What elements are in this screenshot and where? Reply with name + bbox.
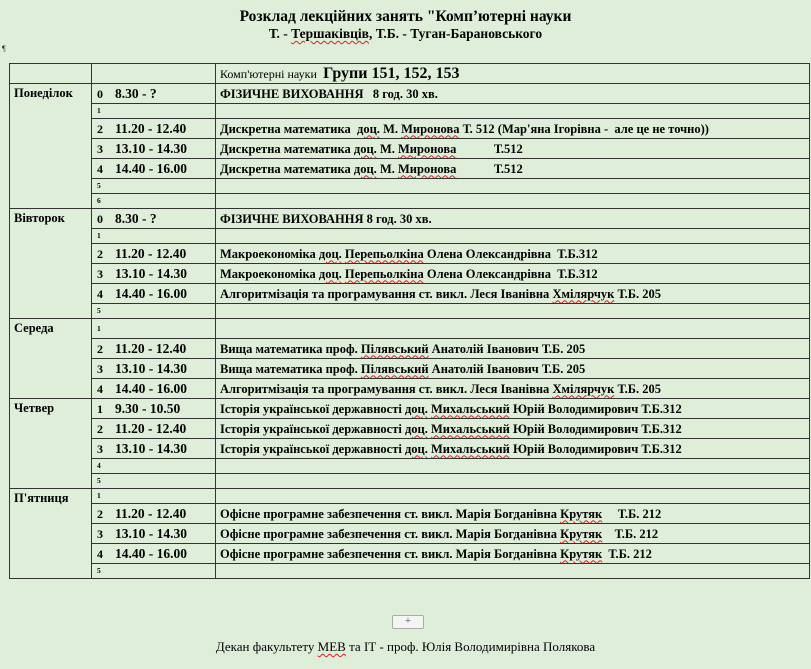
schedule-row bbox=[10, 459, 810, 474]
slot-number: 1 bbox=[97, 231, 101, 240]
day-name: Четвер bbox=[10, 399, 92, 489]
subject-cell[interactable] bbox=[216, 419, 810, 439]
slot-cell bbox=[92, 379, 216, 399]
schedule-row bbox=[10, 244, 810, 264]
schedule-row bbox=[10, 159, 810, 179]
subject-cell[interactable] bbox=[216, 564, 810, 579]
slot-cell bbox=[92, 564, 216, 579]
slot-time: 13.10 - 14.30 bbox=[115, 265, 187, 281]
slot-number: 4 bbox=[97, 546, 103, 561]
subject-cell[interactable] bbox=[216, 104, 810, 119]
slot-cell bbox=[92, 319, 216, 339]
subject-cell[interactable] bbox=[216, 319, 810, 339]
slot-time: 14.40 - 16.00 bbox=[115, 285, 187, 301]
slot-number: 0 bbox=[97, 211, 103, 226]
subject-cell[interactable] bbox=[216, 489, 810, 504]
subject-cell[interactable] bbox=[216, 504, 810, 524]
slot-time: 14.40 - 16.00 bbox=[115, 545, 187, 561]
subject-text: Дискретна математика доц. М. Миронова Т. 512 (Мар'яна Ігорівна - але це не точно)) bbox=[220, 121, 709, 136]
subject-text: Алгоритмізація та програмування ст. викл. Леся Іванівна Хмілярчук Т.Б. 205 bbox=[220, 381, 661, 396]
schedule-row bbox=[10, 104, 810, 119]
subject-cell[interactable] bbox=[216, 209, 810, 229]
schedule-row bbox=[10, 339, 810, 359]
schedule-row bbox=[10, 474, 810, 489]
subject-cell[interactable] bbox=[216, 359, 810, 379]
subject-text: Офісне програмне забезпечення ст. викл. Марія Богданівна Крутяк Т.Б. 212 bbox=[220, 546, 652, 561]
slot-cell bbox=[92, 209, 216, 229]
subject-text: Дискретна математика доц. М. Миронова Т.512 bbox=[220, 161, 523, 176]
slot-cell bbox=[92, 399, 216, 419]
subject-cell[interactable] bbox=[216, 304, 810, 319]
subject-text: Офісне програмне забезпечення ст. викл. Марія Богданівна Крутяк Т.Б. 212 bbox=[220, 506, 662, 521]
slot-number: 2 bbox=[97, 506, 103, 521]
subject-text: Офісне програмне забезпечення ст. викл. Марія Богданівна Крутяк Т.Б. 212 bbox=[220, 526, 659, 541]
day-name: Понеділок bbox=[10, 84, 92, 209]
slot-cell bbox=[92, 104, 216, 119]
slot-cell bbox=[92, 524, 216, 544]
slot-number: 3 bbox=[97, 441, 103, 456]
subject-text: Вища математика проф. Пілявський Анатолій Іванович Т.Б. 205 bbox=[220, 361, 586, 376]
header-groups: Групи 151, 152, 153 bbox=[323, 64, 460, 82]
schedule-row bbox=[10, 194, 810, 209]
slot-number: 1 bbox=[97, 323, 101, 333]
slot-number: 0 bbox=[97, 86, 103, 101]
subject-cell[interactable] bbox=[216, 264, 810, 284]
slot-number: 2 bbox=[97, 246, 103, 261]
subject-text: Історія української державності доц. Михальський Юрій Володимирович Т.Б.312 bbox=[220, 401, 682, 416]
subject-cell[interactable] bbox=[216, 84, 810, 104]
slot-cell bbox=[92, 359, 216, 379]
add-row-button[interactable]: + bbox=[392, 615, 424, 629]
schedule-row bbox=[10, 564, 810, 579]
slot-time: 13.10 - 14.30 bbox=[115, 525, 187, 541]
schedule-row bbox=[10, 179, 810, 194]
schedule-row bbox=[10, 489, 810, 504]
subject-cell[interactable] bbox=[216, 229, 810, 244]
slot-cell bbox=[92, 474, 216, 489]
slot-cell bbox=[92, 229, 216, 244]
schedule-row bbox=[10, 504, 810, 524]
schedule-row bbox=[10, 84, 810, 104]
slot-number: 5 bbox=[97, 476, 101, 485]
slot-number: 6 bbox=[97, 196, 101, 205]
slot-time: 11.20 - 12.40 bbox=[115, 420, 187, 436]
slot-cell bbox=[92, 439, 216, 459]
slot-cell bbox=[92, 284, 216, 304]
slot-cell bbox=[92, 504, 216, 524]
schedule-row bbox=[10, 359, 810, 379]
schedule-row bbox=[10, 319, 810, 339]
slot-number: 2 bbox=[97, 341, 103, 356]
slot-time: 11.20 - 12.40 bbox=[115, 245, 187, 261]
schedule-row bbox=[10, 264, 810, 284]
schedule-row bbox=[10, 544, 810, 564]
day-name: Середа bbox=[10, 319, 92, 399]
subject-cell[interactable] bbox=[216, 339, 810, 359]
slot-time: 8.30 - ? bbox=[115, 210, 157, 226]
subject-cell[interactable] bbox=[216, 544, 810, 564]
subject-cell[interactable] bbox=[216, 139, 810, 159]
slot-cell bbox=[92, 419, 216, 439]
slot-cell bbox=[92, 194, 216, 209]
slot-number: 4 bbox=[97, 161, 103, 176]
subject-cell[interactable] bbox=[216, 119, 810, 139]
subject-text: ФІЗИЧНЕ ВИХОВАННЯ 8 год. 30 хв. bbox=[220, 211, 432, 226]
dean-signature-line: Декан факультету МЕВ та ІТ - проф. Юлія Володимирівна Полякова bbox=[215, 639, 596, 654]
schedule-subtitle: Т. - Тершаківців, Т.Б. - Туган-Барановського bbox=[268, 26, 543, 41]
subject-cell[interactable] bbox=[216, 379, 810, 399]
slot-number: 1 bbox=[97, 106, 101, 115]
subject-cell[interactable] bbox=[216, 284, 810, 304]
header-empty-cell bbox=[10, 64, 92, 84]
slot-cell bbox=[92, 139, 216, 159]
subject-cell[interactable] bbox=[216, 194, 810, 209]
table-header-row bbox=[10, 64, 810, 84]
slot-cell bbox=[92, 84, 216, 104]
day-name: П'ятниця bbox=[10, 489, 92, 579]
subject-cell[interactable] bbox=[216, 439, 810, 459]
slot-time: 11.20 - 12.40 bbox=[115, 505, 187, 521]
schedule-title: Розклад лекційних занять "Комп’ютерні науки bbox=[239, 8, 572, 25]
slot-time: 13.10 - 14.30 bbox=[115, 360, 187, 376]
slot-cell bbox=[92, 119, 216, 139]
schedule-row bbox=[10, 419, 810, 439]
slot-cell bbox=[92, 304, 216, 319]
schedule-table bbox=[9, 63, 810, 579]
subject-cell[interactable] bbox=[216, 474, 810, 489]
slot-number: 2 bbox=[97, 421, 103, 436]
slot-number: 4 bbox=[97, 461, 101, 470]
schedule-row bbox=[10, 209, 810, 229]
slot-cell bbox=[92, 179, 216, 194]
slot-number: 5 bbox=[97, 181, 101, 190]
subject-cell[interactable] bbox=[216, 459, 810, 474]
subject-cell[interactable] bbox=[216, 159, 810, 179]
schedule-row bbox=[10, 119, 810, 139]
subject-text: Макроекономіка доц. Перепьолкіна Олена Олександрівна Т.Б.312 bbox=[220, 266, 598, 281]
slot-number: 3 bbox=[97, 526, 103, 541]
slot-number: 2 bbox=[97, 121, 103, 136]
schedule-row bbox=[10, 524, 810, 544]
subject-text: Алгоритмізація та програмування ст. викл. Леся Іванівна Хмілярчук Т.Б. 205 bbox=[220, 286, 661, 301]
header-program: Комп'ютерні науки bbox=[220, 66, 317, 81]
slot-time: 8.30 - ? bbox=[115, 85, 157, 101]
slot-cell bbox=[92, 489, 216, 504]
subject-cell[interactable] bbox=[216, 524, 810, 544]
day-name: Вівторок bbox=[10, 209, 92, 319]
header-empty-cell bbox=[92, 64, 216, 84]
schedule-row bbox=[10, 304, 810, 319]
subject-text: Вища математика проф. Пілявський Анатолій Іванович Т.Б. 205 bbox=[220, 341, 586, 356]
slot-time: 13.10 - 14.30 bbox=[115, 140, 187, 156]
slot-time: 13.10 - 14.30 bbox=[115, 440, 187, 456]
slot-cell bbox=[92, 264, 216, 284]
slot-time: 11.20 - 12.40 bbox=[115, 340, 187, 356]
slot-cell bbox=[92, 244, 216, 264]
slot-time: 11.20 - 12.40 bbox=[115, 120, 187, 136]
subject-cell[interactable] bbox=[216, 244, 810, 264]
slot-time: 14.40 - 16.00 bbox=[115, 160, 187, 176]
schedule-row bbox=[10, 284, 810, 304]
slot-number: 5 bbox=[97, 566, 101, 575]
subject-text: ФІЗИЧНЕ ВИХОВАННЯ 8 год. 30 хв. bbox=[220, 86, 438, 101]
slot-number: 4 bbox=[97, 286, 103, 301]
subject-cell[interactable] bbox=[216, 179, 810, 194]
slot-cell bbox=[92, 159, 216, 179]
slot-number: 4 bbox=[97, 381, 103, 396]
slot-number: 3 bbox=[97, 141, 103, 156]
subject-cell[interactable] bbox=[216, 399, 810, 419]
schedule-row bbox=[10, 139, 810, 159]
header-cell bbox=[216, 64, 810, 84]
schedule-row bbox=[10, 229, 810, 244]
slot-cell bbox=[92, 544, 216, 564]
slot-number: 5 bbox=[97, 306, 101, 315]
slot-cell bbox=[92, 459, 216, 474]
slot-cell bbox=[92, 339, 216, 359]
subject-text: Історія української державності доц. Михальський Юрій Володимирович Т.Б.312 bbox=[220, 441, 682, 456]
subject-text: Історія української державності доц. Михальський Юрій Володимирович Т.Б.312 bbox=[220, 421, 682, 436]
table-move-handle[interactable]: ¶ bbox=[2, 44, 6, 53]
subject-text: Макроекономіка доц. Перепьолкіна Олена Олександрівна Т.Б.312 bbox=[220, 246, 598, 261]
subject-text: Дискретна математика доц. М. Миронова Т.512 bbox=[220, 141, 523, 156]
slot-number: 3 bbox=[97, 266, 103, 281]
slot-number: 3 bbox=[97, 361, 103, 376]
schedule-row bbox=[10, 379, 810, 399]
slot-time: 9.30 - 10.50 bbox=[115, 400, 181, 416]
schedule-row bbox=[10, 439, 810, 459]
schedule-row bbox=[10, 399, 810, 419]
slot-time: 14.40 - 16.00 bbox=[115, 380, 187, 396]
slot-number: 1 bbox=[97, 491, 101, 500]
slot-number: 1 bbox=[97, 401, 103, 416]
